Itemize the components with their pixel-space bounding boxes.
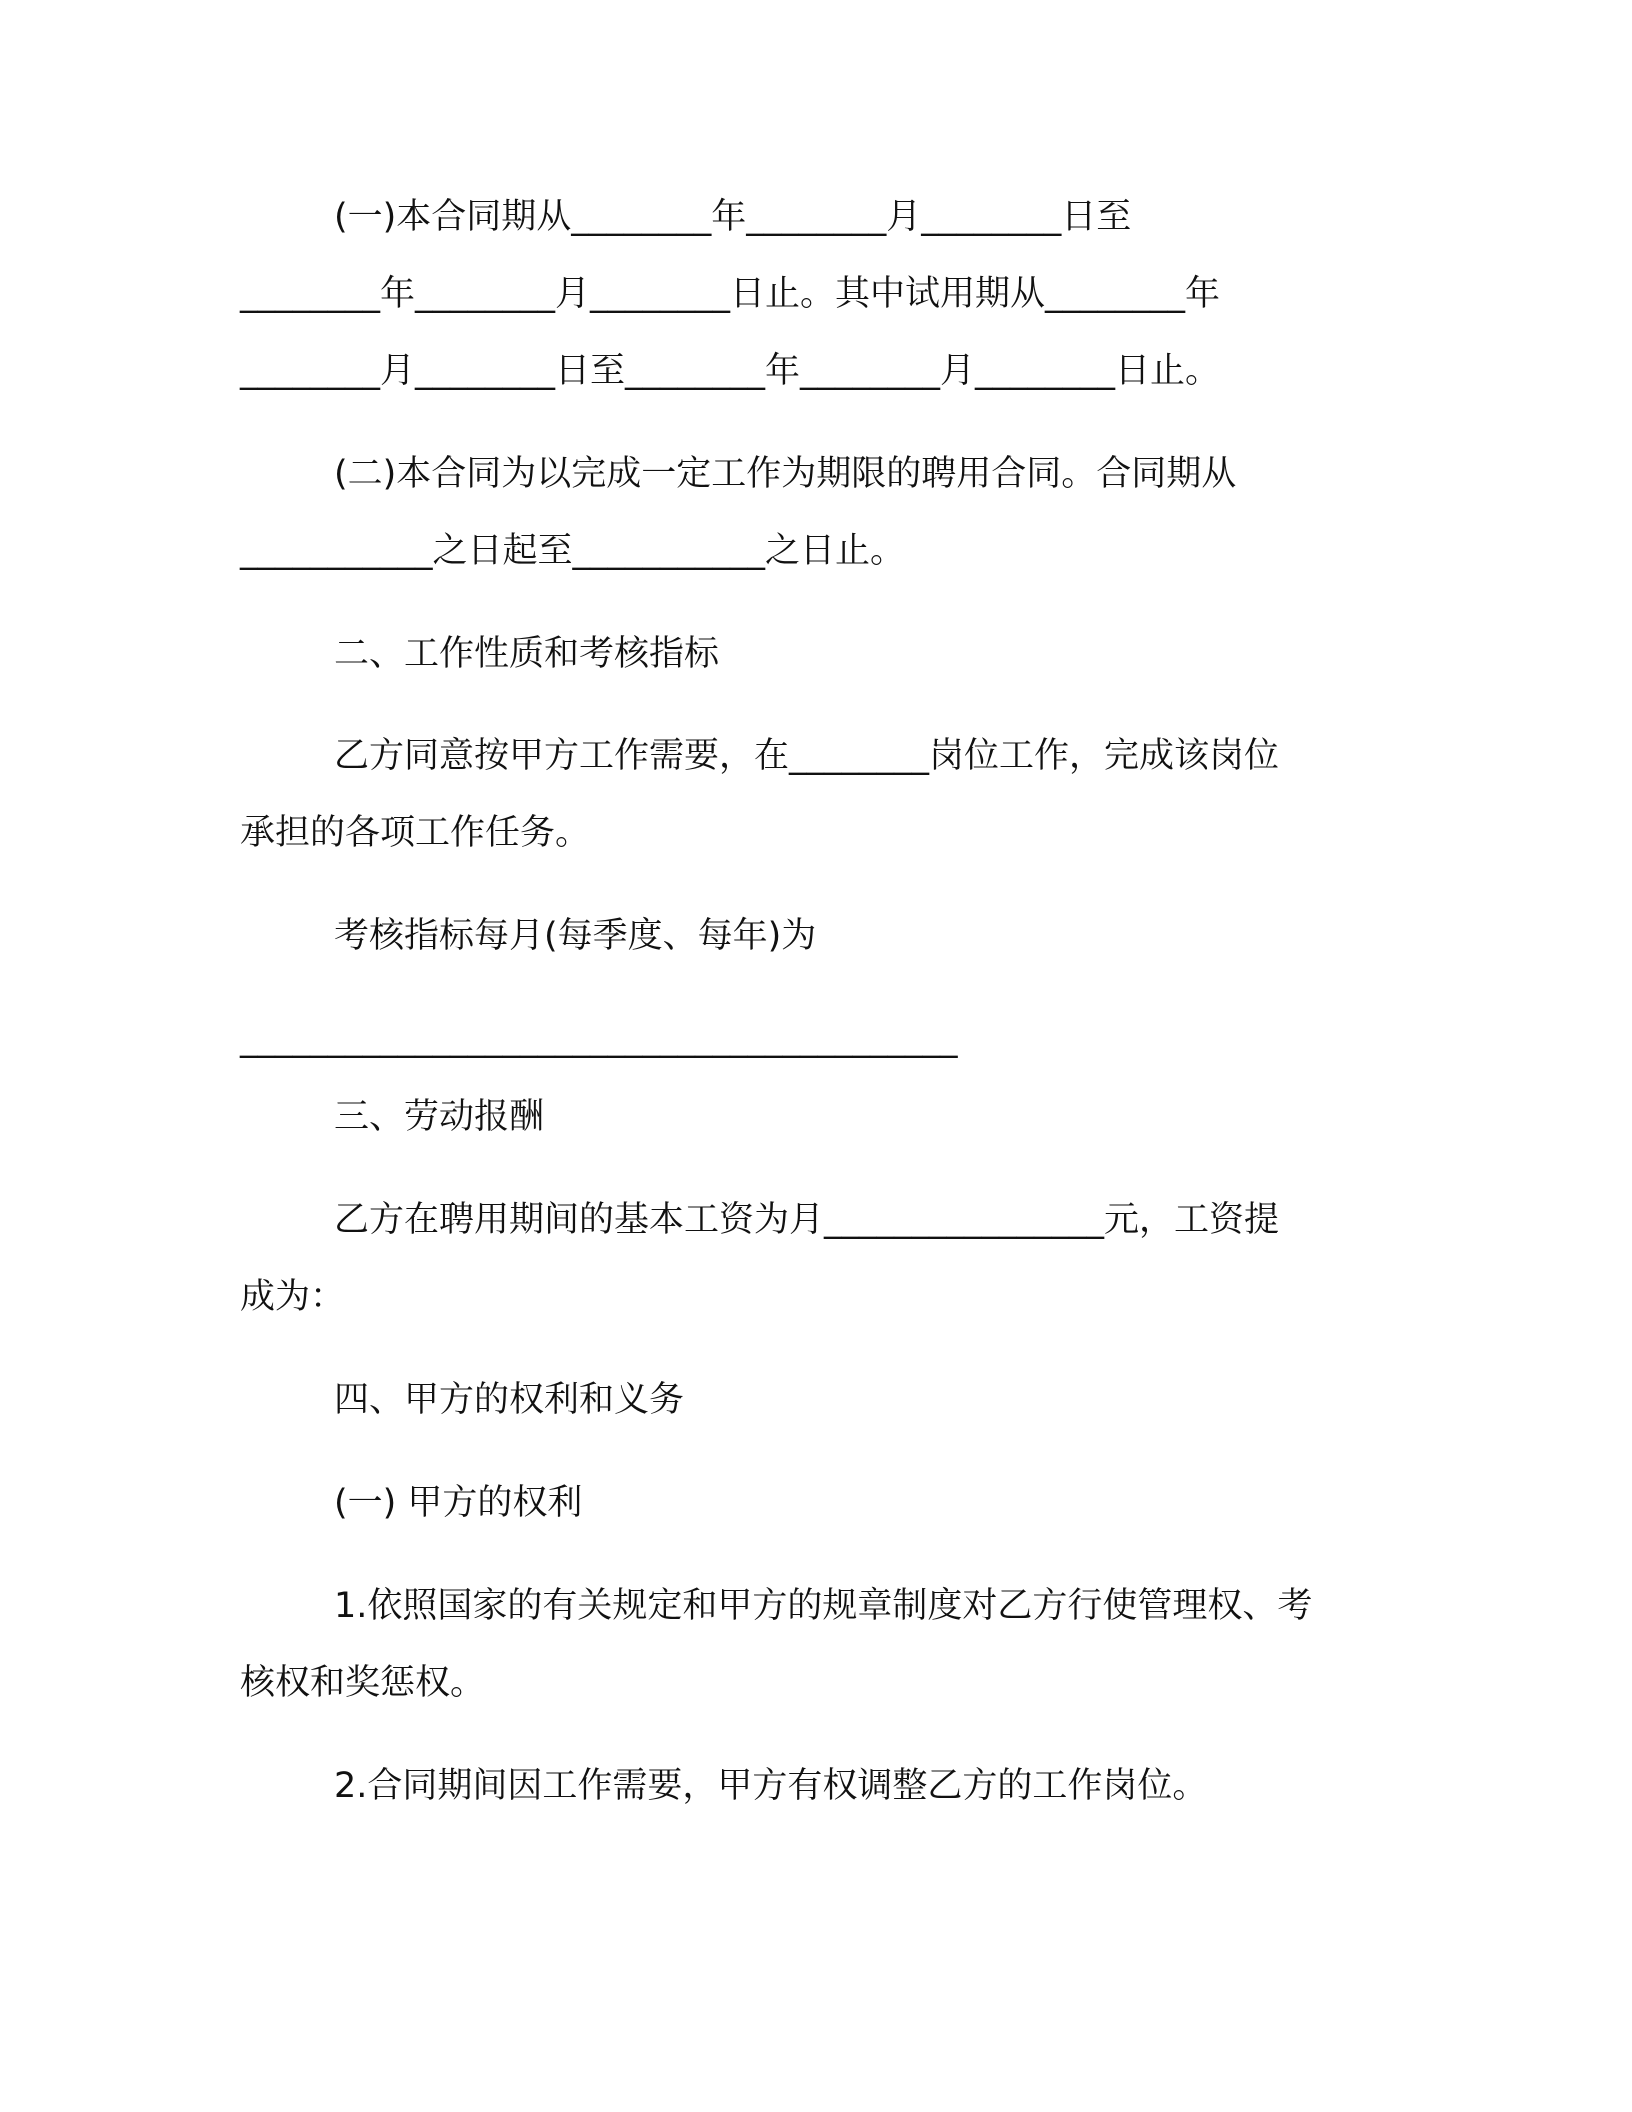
right-item-1-line-2: 核权和奖惩权。 [240, 1663, 486, 1703]
section-heading-remuneration: 三、劳动报酬 [334, 1097, 545, 1137]
job-position-line-1: 乙方同意按甲方工作需要，在________岗位工作，完成该岗位 [334, 736, 1280, 776]
salary-line-2: 成为： [240, 1277, 346, 1317]
assessment-blank-line: _________________________________________ [240, 1019, 958, 1059]
contract-term-line-3: ________月________日至________年________月________日止。 [240, 351, 1221, 391]
task-based-term-line-2: ___________之日起至___________之日止。 [240, 531, 906, 571]
subsection-party-a-rights: (一) 甲方的权利 [334, 1483, 583, 1523]
assessment-indicator-line: 考核指标每月(每季度、每年)为 [334, 916, 817, 956]
section-heading-work-nature: 二、工作性质和考核指标 [334, 634, 720, 674]
right-item-2-line: 2.合同期间因工作需要，甲方有权调整乙方的工作岗位。 [334, 1766, 1208, 1806]
right-item-1-line-1: 1.依照国家的有关规定和甲方的规章制度对乙方行使管理权、考 [334, 1586, 1313, 1626]
task-based-term-line-1: (二)本合同为以完成一定工作为期限的聘用合同。合同期从 [334, 454, 1237, 494]
salary-line-1: 乙方在聘用期间的基本工资为月________________元，工资提 [334, 1200, 1280, 1240]
contract-term-line-2: ________年________月________日止。其中试用期从________年 [240, 274, 1221, 314]
section-heading-party-a-rights: 四、甲方的权利和义务 [334, 1380, 685, 1420]
job-position-line-2: 承担的各项工作任务。 [240, 813, 591, 853]
contract-term-line-1: (一)本合同期从________年________月________日至 [334, 197, 1132, 237]
